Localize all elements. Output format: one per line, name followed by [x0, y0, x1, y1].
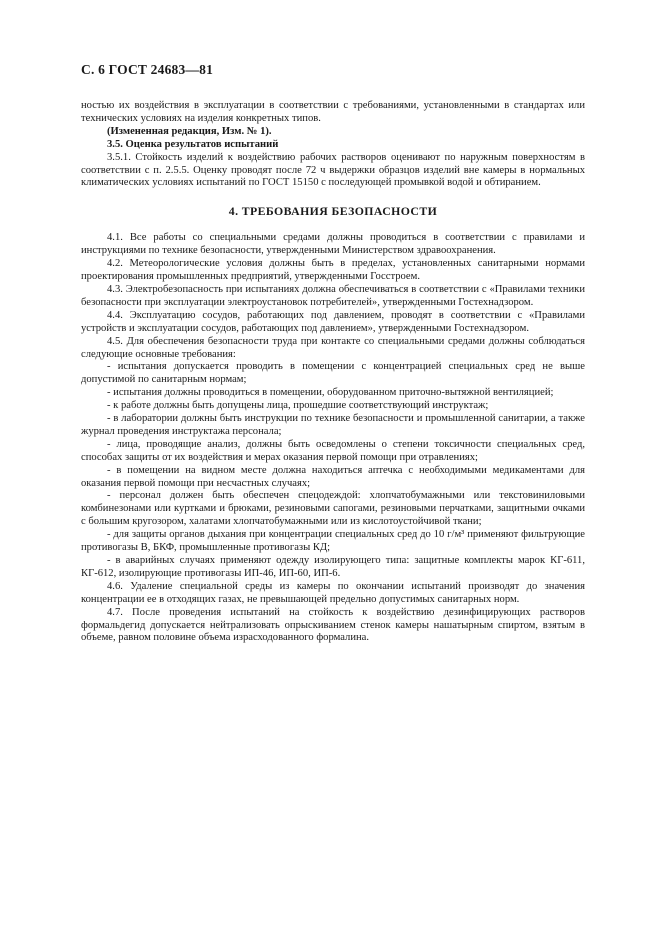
paragraph-4-1: 4.1. Все работы со специальными средами должны проводиться в соответствии с правилами и инструкциями по технике безопасности, утвержденными Министерством здравоохранения. [81, 232, 585, 257]
list-item: - в лаборатории должны быть инструкции по технике безопасности и промышленной санитарии, а также журнал проведения инструктажа персонала; [81, 413, 585, 437]
section-title: 4. ТРЕБОВАНИЯ БЕЗОПАСНОСТИ [228, 204, 438, 219]
list-item: - испытания должны проводиться в помещении, оборудованном приточно-вытяжной вентиляцией; [107, 387, 554, 399]
paragraph-4-6: 4.6. Удаление специальной среды из камеры по окончании испытаний производят до значения концентрации ее в отходящих газах, не превышающей предельно допустимых санитарных норм. [81, 580, 585, 605]
paragraph-4-2: 4.2. Метеорологические условия должны быть в пределах, установленных санитарными нормами проектирования промышленных предприятий, утвержденными Госстроем. [81, 258, 585, 283]
list-item: - испытания допускается проводить в помещении с концентрацией специальных сред не выше допустимой по санитарным нормам; [81, 361, 585, 386]
paragraph-4-3: 4.3. Электробезопасность при испытаниях должна обеспечиваться в соответствии с «Правилами техники безопасности при эксплуатации электроустановок потребителей», утвержденными Гостехнадзором. [81, 283, 585, 308]
list-item: - персонал должен быть обеспечен спецодеждой: хлопчатобумажными или текстовиниловыми комбинезонами или куртками и брюками, резиновыми сапогами, резиновыми перчатками, защитными очками с большим кругозором, халатами хлопчатобумажными или из кислотоустойчивой ткани; [81, 490, 585, 528]
paragraph-4-5: 4.5. Для обеспечения безопасности труда при контакте со специальными средами должны соблюдаться следующие основные требования: [81, 335, 585, 360]
paragraph-3-5-1: 3.5.1. Стойкость изделий к воздействию рабочих растворов оценивают по наружным поверхностям в соответствии с п. 2.5.5. Оценку проводят после 72 ч выдержки образцов изделий вне камеры в нормальных климатических условиях испытаний по ГОСТ 15150 с последующей промывкой водой и обтиранием. [81, 151, 585, 189]
paragraph-4-7: 4.7. После проведения испытаний на стойкость к воздействию дезинфицирующих растворов формальдегид допускается нейтрализовать опрыскиванием стенок камеры нашатырным спиртом, взятым в объеме, равном половине объема израсходованного формалина. [81, 606, 585, 644]
paragraph-continuation: ностью их воздействия в эксплуатации в соответствии с требованиями, установленными в стандартах или технических условиях на изделия конкретных типов. [81, 100, 585, 124]
list-item: - к работе должны быть допущены лица, прошедшие соответствующий инструктаж; [107, 400, 489, 412]
list-item: - лица, проводящие анализ, должны быть осведомлены о степени токсичности специальных сред, способах защиты от их воздействия и мерах оказания первой помощи при отравлениях; [81, 438, 585, 463]
amendment-note: (Измененная редакция, Изм. № 1). [107, 125, 272, 137]
document-page [81, 62, 585, 645]
subsection-heading: 3.5. Оценка результатов испытаний [107, 138, 279, 150]
page-header: С. 6 ГОСТ 24683—81 [81, 62, 214, 77]
list-item: - в аварийных случаях применяют одежду изолирующего типа: защитные комплекты марок КГ-611, КГ-612, изолирующие противогазы ИП-46, ИП-60, ИП-6. [81, 555, 585, 579]
paragraph-4-4: 4.4. Эксплуатацию сосудов, работающих под давлением, проводят в соответствии с «Правилами устройств и эксплуатации сосудов, работающих под давлением», утвержденными Гостехнадзором. [81, 309, 585, 334]
list-item: - в помещении на видном месте должна находиться аптечка с необходимыми медикаментами для оказания первой помощи при несчастных случаях; [81, 464, 585, 489]
list-item: - для защиты органов дыхания при концентрации специальных сред до 10 г/м³ применяют фильтрующие противогазы В, БКФ, промышленные противогазы КД; [81, 529, 585, 554]
